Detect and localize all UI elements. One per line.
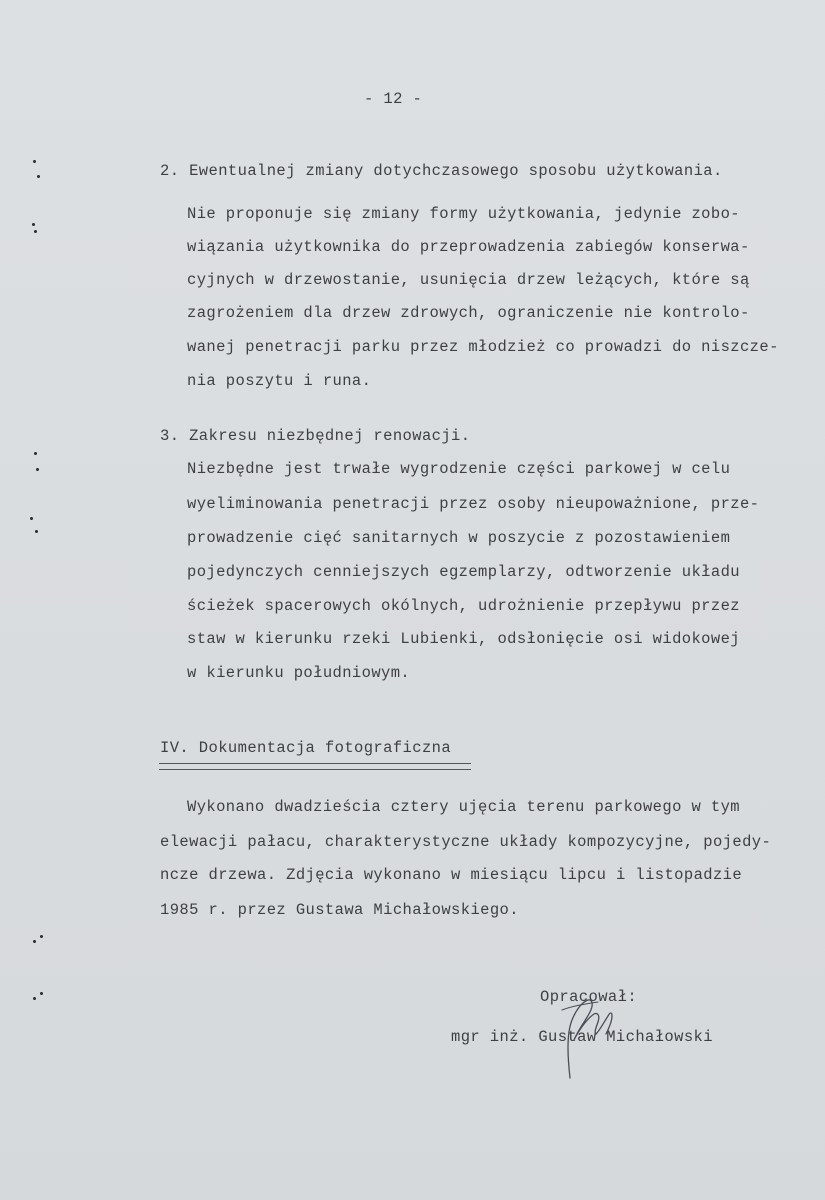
margin-mark — [40, 935, 43, 938]
margin-mark — [30, 517, 33, 520]
margin-mark — [40, 992, 43, 995]
author-name: mgr inż. Gustaw Michałowski — [451, 1028, 713, 1046]
section-3-heading: 3. Zakresu niezbędnej renowacji. — [160, 427, 471, 445]
margin-mark — [35, 530, 38, 533]
section-2-line: wiązania użytkownika do przeprowadzenia zabiegów konserwa- — [187, 238, 750, 256]
page-number: - 12 - — [364, 90, 423, 108]
section-2-line: wanej penetracji parku przez młodzież co prowadzi do niszcze- — [187, 338, 779, 356]
section-2-line: Nie proponuje się zmiany formy użytkowania, jedynie zobo- — [187, 205, 740, 223]
section-4-line: 1985 r. przez Gustawa Michałowskiego. — [160, 901, 519, 919]
section-3-line: pojedynczych cenniejszych egzemplarzy, odtworzenie układu — [187, 563, 740, 581]
section-4-line: elewacji pałacu, charakterystyczne układy kompozycyjne, pojedy- — [160, 833, 772, 851]
section-3-line: staw w kierunku rzeki Lubienki, odsłonięcie osi widokowej — [187, 630, 740, 648]
section-2-heading: 2. Ewentualnej zmiany dotychczasowego sposobu użytkowania. — [160, 162, 723, 180]
section-4-line: ncze drzewa. Zdjęcia wykonano w miesiącu lipcu i listopadzie — [160, 866, 743, 884]
margin-mark — [32, 223, 35, 226]
handwritten-signature — [548, 990, 628, 1085]
section-3-line: Niezbędne jest trwałe wygrodzenie części parkowej w celu — [187, 460, 731, 478]
margin-mark — [36, 468, 39, 471]
section-2-line: zagrożeniem dla drzew zdrowych, ograniczenie nie kontrolo- — [187, 304, 750, 322]
section-3-line: ścieżek spacerowych okólnych, udrożnienie przepływu przez — [187, 597, 740, 615]
margin-mark — [33, 997, 36, 1000]
section-3-line: prowadzenie cięć sanitarnych w poszycie z pozostawieniem — [187, 529, 731, 547]
section-2-line: nia poszytu i runa. — [187, 372, 372, 390]
section-3-line: wyeliminowania penetracji przez osoby nieupoważnione, prze- — [187, 495, 760, 513]
margin-mark — [33, 940, 36, 943]
margin-mark — [34, 230, 37, 233]
margin-mark — [37, 175, 40, 178]
margin-mark — [33, 160, 36, 163]
section-2-line: cyjnych w drzewostanie, usunięcia drzew leżących, które są — [187, 271, 750, 289]
margin-mark — [34, 452, 37, 455]
section-4-line: Wykonano dwadzieścia cztery ujęcia terenu parkowego w tym — [187, 798, 740, 816]
prepared-by-label: Opracował: — [540, 988, 638, 1006]
section-3-line: w kierunku południowym. — [187, 664, 411, 682]
heading-double-underline — [159, 763, 471, 770]
section-4-heading: IV. Dokumentacja fotograficzna — [160, 739, 452, 757]
